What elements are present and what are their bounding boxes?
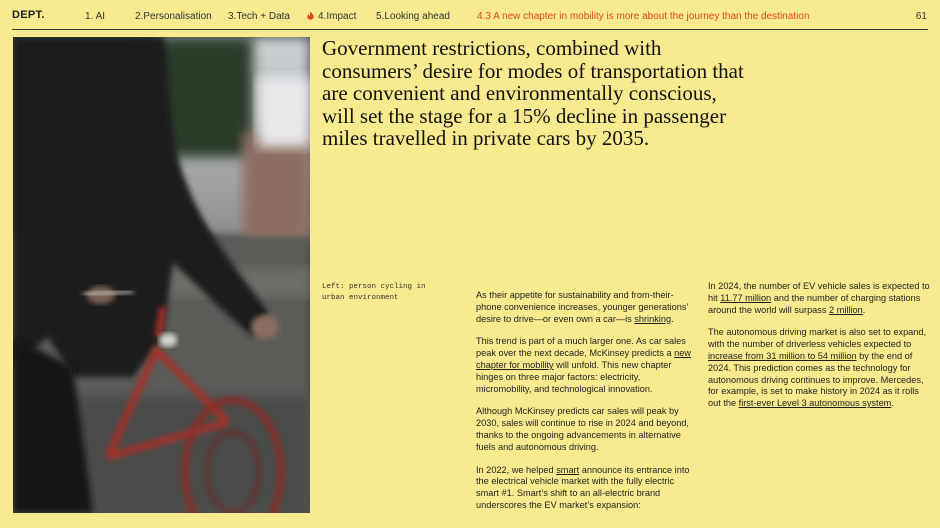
link-driverless-increase[interactable]: increase from 31 million to 54 million [708,350,857,361]
body-column-2 [708,281,930,421]
text: will unfold. This new chapter hinges on three major factors: electricity, micromobility, and technological innovation. [476,359,672,394]
text: The autonomous driving market is also set to expand, with the number of driverless vehicles expected to [708,327,927,350]
text: In 2022, we helped [476,464,557,475]
paragraph [708,327,930,410]
text: and the number of charging stations around the world will surpass [708,292,921,315]
link-shrinking[interactable]: shrinking [634,313,672,324]
link-smart[interactable]: smart [556,464,580,475]
body-column-1 [476,290,696,523]
text: . [862,304,866,315]
paragraph [476,290,696,325]
paragraph [476,465,696,512]
link-new-chapter-for-mobility[interactable]: new chapter for mobility [476,348,692,370]
top-nav [0,0,940,30]
text: This trend is part of a much larger one. As car sales peak over the next decade, McKinsey predicts a [476,336,686,359]
page-number: 61 [915,11,927,22]
photo-caption: Left: person cycling in urban environment [322,283,426,302]
text: As their appetite for sustainability and from-their-phone convenience increases, younger generations’ desire to drive—or even own a car—is [476,290,689,324]
chapter-title: 4.3 A new chapter in mobility is more about the journey than the destination [477,11,810,22]
headline-quote: Government restrictions, combined with consumers’ desire for modes of transportation that are convenient and environmentally conscious, will set the stage for a 15% decline in passenger miles travelled in private cars by 2035. [322,36,744,150]
text: announce its entrance into the electrical vehicle market with the fully electric smart #1. Smart’s shift to an all-electric brand underscores the EV market’s expansion: [476,464,690,510]
nav-item-ai[interactable]: 1. AI [85,11,106,22]
nav-item-personalisation[interactable]: 2.Personalisation [135,11,212,22]
text: . [671,313,674,324]
dept-logo[interactable]: DEPT. [12,9,45,21]
header-divider [12,29,928,30]
nav-item-impact[interactable] [306,11,356,22]
link-11-77-million[interactable]: 11.77 million [720,292,772,303]
text: by the end of 2024. This prediction comes as the technology for autonomous driving continues to improve. Mercedes, for example, is set to make history in 2024 as it rolls out the [708,350,924,409]
text: . [891,398,894,409]
paragraph [476,336,696,395]
cyclist-photo [13,37,310,513]
nav-item-impact-label: 4.Impact [318,11,357,22]
link-level-3-autonomous[interactable]: first-ever Level 3 autonomous system [738,398,892,409]
paragraph: Although McKinsey predicts car sales will peak by 2030, sales will continue to rise in 2024 and beyond, thanks to the ongoing advancements in alternative fuels and autonomous driving. [476,406,689,452]
text: In 2024, the number of EV vehicle sales is expected to hit [708,281,930,303]
nav-item-looking-ahead[interactable]: 5.Looking ahead [376,11,450,22]
paragraph [708,281,930,316]
flame-icon [306,11,315,20]
link-2-million[interactable]: 2 million [829,304,863,315]
nav-item-tech-data[interactable]: 3.Tech + Data [228,11,290,22]
